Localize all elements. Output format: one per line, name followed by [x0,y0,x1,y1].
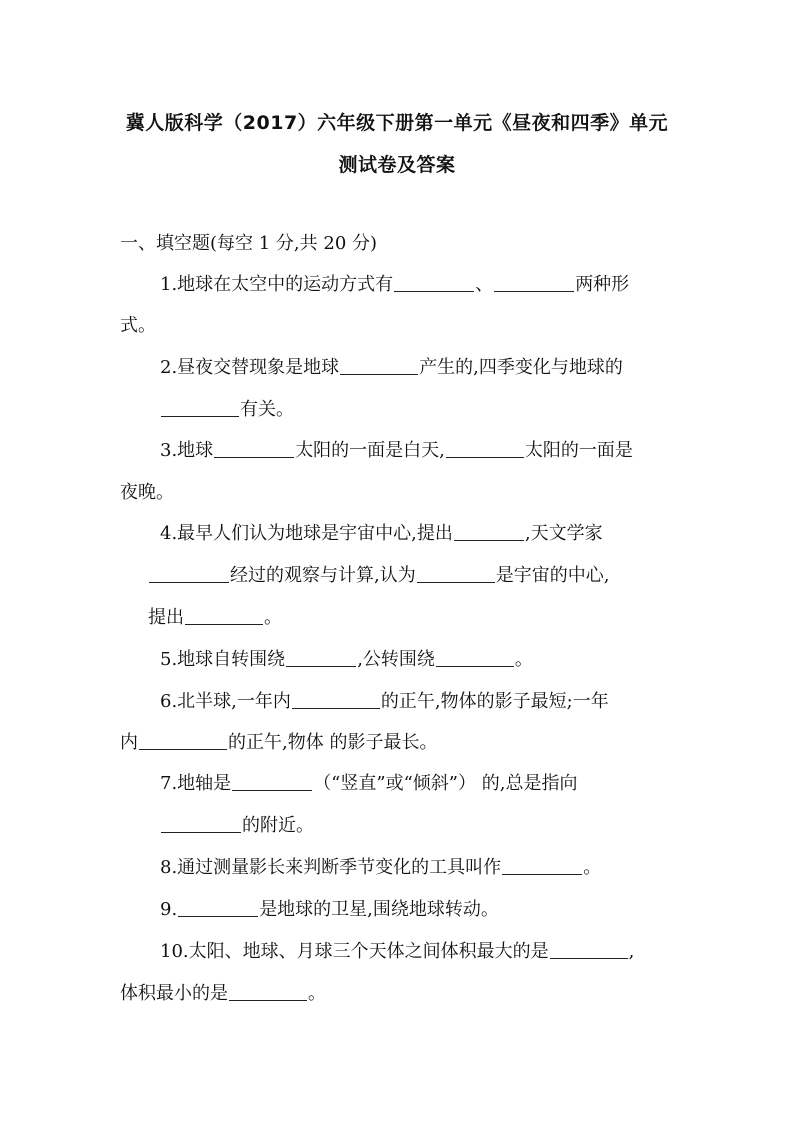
question-7-line-1 [160,772,577,796]
question-10-text-wrap: 体积最小的是 [120,983,228,1004]
question-10-line-1 [160,940,634,964]
question-8-line-1 [160,856,601,880]
question-4-text-end: 是宇宙的中心, [495,565,610,586]
question-5-line-1 [160,648,533,672]
answer-blank [232,772,312,791]
answer-blank [229,982,307,1001]
question-7-text-mid: （“竖直”或“倾斜”） 的,总是指向 [313,773,578,794]
document-title-line-2: 测试卷及答案 [338,154,456,176]
question-10-line-2 [120,982,326,1006]
question-6-line-1 [160,690,609,714]
answer-blank [436,648,514,667]
question-1-line-2 [120,314,156,338]
question-8-period: 。 [583,857,602,878]
question-3-text-wrap: 夜晚。 [120,482,174,503]
question-3-line-1 [160,439,633,463]
question-4-period: 。 [264,607,282,628]
question-2-line-1 [160,356,623,380]
question-4-line-3 [148,606,282,630]
answer-blank [550,940,628,959]
question-1-text: 1.地球在太空中的运动方式有 [160,274,394,295]
question-1-line-1 [160,273,629,297]
question-1-text-end: 两种形 [575,274,630,295]
answer-blank [494,273,574,292]
answer-blank [149,564,229,583]
question-1-text-wrap: 式。 [120,315,156,336]
question-5-period: 。 [514,649,533,670]
question-10-comma: , [628,941,635,962]
question-4-text-mid: ,天文学家 [524,523,603,544]
question-9-line-1 [160,898,499,922]
question-5-text-mid: ,公转围绕 [357,649,435,670]
question-1-separator: 、 [475,274,494,295]
question-9-number: 9. [160,899,178,920]
question-5-text: 5.地球自转围绕 [160,649,286,670]
question-3-text-mid: 太阳的一面是白天, [295,440,445,461]
question-4-text-wrap: 提出 [148,607,184,628]
question-9-text: 是地球的卫星,围绕地球转动。 [259,899,499,920]
answer-blank [161,398,239,417]
question-2-line-2 [160,398,294,422]
question-8-text: 8.通过测量影长来判断季节变化的工具叫作 [160,857,502,878]
question-4-text-mid2: 经过的观察与计算,认为 [230,565,416,586]
question-7-text: 7.地轴是 [160,773,232,794]
question-3-line-2 [120,481,174,505]
answer-blank [286,648,356,667]
question-6-text-wrap: 内 [120,732,138,753]
question-3-text-end: 太阳的一面是 [524,440,633,461]
answer-blank [394,273,474,292]
answer-blank [340,356,418,375]
question-6-line-2 [120,731,437,755]
answer-blank [178,898,258,917]
question-2-text-end: 有关。 [240,399,294,420]
question-4-line-2 [148,564,609,588]
question-7-line-2 [160,814,314,838]
question-4-line-1 [160,522,603,546]
section-heading: 一、填空题(每空 1 分,共 20 分) [120,233,378,254]
answer-blank [454,522,524,541]
answer-blank [185,606,263,625]
answer-blank [161,814,241,833]
question-4-text: 4.最早人们认为地球是宇宙中心,提出 [160,523,453,544]
answer-blank [446,439,524,458]
answer-blank [139,731,227,750]
document-title-line-1: 冀人版科学（2017）六年级下册第一单元《昼夜和四季》单元 [125,112,669,134]
answer-blank [417,564,495,583]
question-10-period: 。 [308,983,326,1004]
answer-blank [214,439,294,458]
question-6-text-mid: 的正午,物体的影子最短;一年 [380,691,609,712]
question-6-text-end: 的正午,物体 的影子最长。 [228,732,438,753]
question-7-text-end: 的附近。 [242,815,314,836]
question-2-text-mid: 产生的,四季变化与地球的 [419,357,623,378]
answer-blank [292,690,380,709]
question-2-text: 2.昼夜交替现象是地球 [160,357,340,378]
answer-blank [502,856,582,875]
question-3-text: 3.地球 [160,440,214,461]
question-6-text: 6.北半球,一年内 [160,691,291,712]
question-10-text: 10.太阳、地球、月球三个天体之间体积最大的是 [160,941,549,962]
